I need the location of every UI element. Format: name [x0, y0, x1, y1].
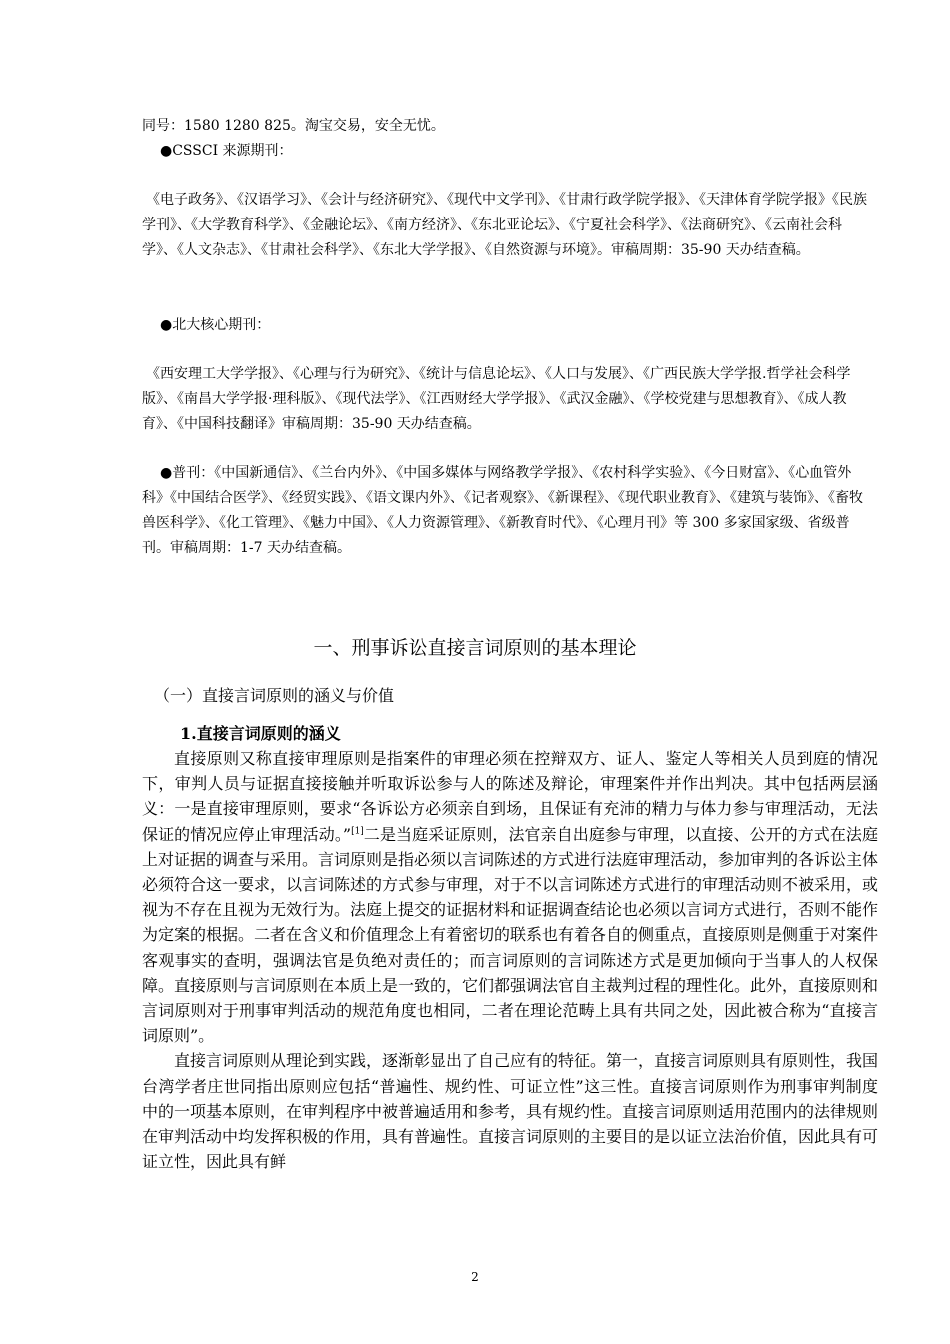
page-number: 2	[471, 1270, 479, 1284]
cssci-heading: ●CSSCI 来源期刊：	[160, 143, 293, 159]
ad-block-top	[142, 114, 872, 164]
paragraph-1-part-a: 直接原则又称直接审理原则是指案件的审理必须在控辩双方、证人、鉴定人等相关人员到庭的情况下，审判人员与证据直接接触并听取诉讼参与人的陈述及辩论，审理案件并作出判决。其中包括两层涵义：一是直接审理原则，要求“各诉讼方必须亲自到场，且保证有充沛的精力与体力参与审理活动，无法保证的情况应停止审理活动。”	[142, 749, 878, 844]
pku-heading: ●北大核心期刊：	[160, 317, 271, 333]
body-text	[142, 746, 878, 1174]
general-journal-text: ●普刊：《中国新通信》、《兰台内外》、《中国多媒体与网络教学学报》、《农村科学实验》、《今日财富》、《心血管外科》《中国结合医学》、《经贸实践》、《语文课内外》、《记者观察》、《新课程》、《现代职业教育》、《建筑与装饰》、《畜牧兽医科学》、《化工管理》、《魅力中国》、《人力资源管理》、《新教育时代》、《心理月刊》等 300 多家国家级、省级普刊。审稿周期：1-7 天办结查稿。	[142, 465, 863, 556]
pku-block	[142, 313, 872, 338]
pku-journal-text: 《西安理工大学学报》、《心理与行为研究》、《统计与信息论坛》、《人口与发展》、《广西民族大学学报.哲学社会科学版》、《南昌大学学报·理科版》、《现代法学》、《江西财经大学学报》、《武汉金融》、《学校党建与思想教育》、《成人教育》、《中国科技翻译》审稿周期：35-90 天办结查稿。	[142, 366, 851, 432]
footnote-reference[interactable]: [1]	[351, 826, 364, 837]
cssci-journal-text: 《电子政务》、《汉语学习》、《会计与经济研究》、《现代中文学刊》、《甘肃行政学院学报》、《天津体育学院学报》《民族学刊》、《大学教育科学》、《金融论坛》、《南方经济》、《东北亚论坛》、《宁夏社会科学》、《法商研究》、《云南社会科学》、《人文杂志》、《甘肃社会科学》、《东北大学学报》、《自然资源与环境》。审稿周期：35-90 天办结查稿。	[142, 192, 867, 258]
pku-journal-list	[142, 362, 872, 437]
section-subtitle: （一）直接言词原则的涵义与价值	[154, 686, 395, 705]
point-heading: 1.直接言词原则的涵义	[180, 724, 341, 743]
paragraph-1	[142, 746, 878, 1048]
ad-contact-line: 同号：1580 1280 825。淘宝交易，安全无忧。	[142, 118, 445, 134]
paragraph-1-part-b: 二是当庭采证原则，法官亲自出庭参与审理，以直接、公开的方式在法庭上对证据的调查与采用。言词原则是指必须以言词陈述的方式进行法庭审理活动，参加审判的各诉讼主体必须符合这一要求，以言词陈述的方式参与审理，对于不以言词陈述方式进行的审理活动则不被采用，或视为不存在且视为无效行为。法庭上提交的证据材料和证据调查结论也必须以言词方式进行，否则不能作为定案的根据。二者在含义和价值理念上有着密切的联系也有着各自的侧重点，直接原则是侧重于对案件客观事实的查明，强调法官是负绝对责任的；而言词原则的言词陈述方式是更加倾向于当事人的人权保障。直接原则与言词原则在本质上是一致的，它们都强调法官自主裁判过程的理性化。此外，直接原则和言词原则对于刑事审判活动的规范角度也相同，二者在理论范畴上具有共同之处，因此被合称为“直接言词原则”。	[142, 824, 879, 1046]
general-journal-list	[142, 461, 872, 561]
section-title: 一、刑事诉讼直接言词原则的基本理论	[313, 637, 637, 659]
cssci-journal-list	[142, 188, 872, 263]
paragraph-2: 直接言词原则从理论到实践，逐渐彰显出了自己应有的特征。第一，直接言词原则具有原则性，我国台湾学者庄世同指出原则应包括“普遍性、规约性、可证立性”这三性。直接言词原则作为刑事审判制度中的一项基本原则，在审判程序中被普遍适用和参考，具有规约性。直接言词原则适用范围内的法律规则在审判活动中均发挥积极的作用，具有普遍性。直接言词原则的主要目的是以证立法治价值，因此具有可证立性，因此具有鲜	[142, 1051, 879, 1172]
